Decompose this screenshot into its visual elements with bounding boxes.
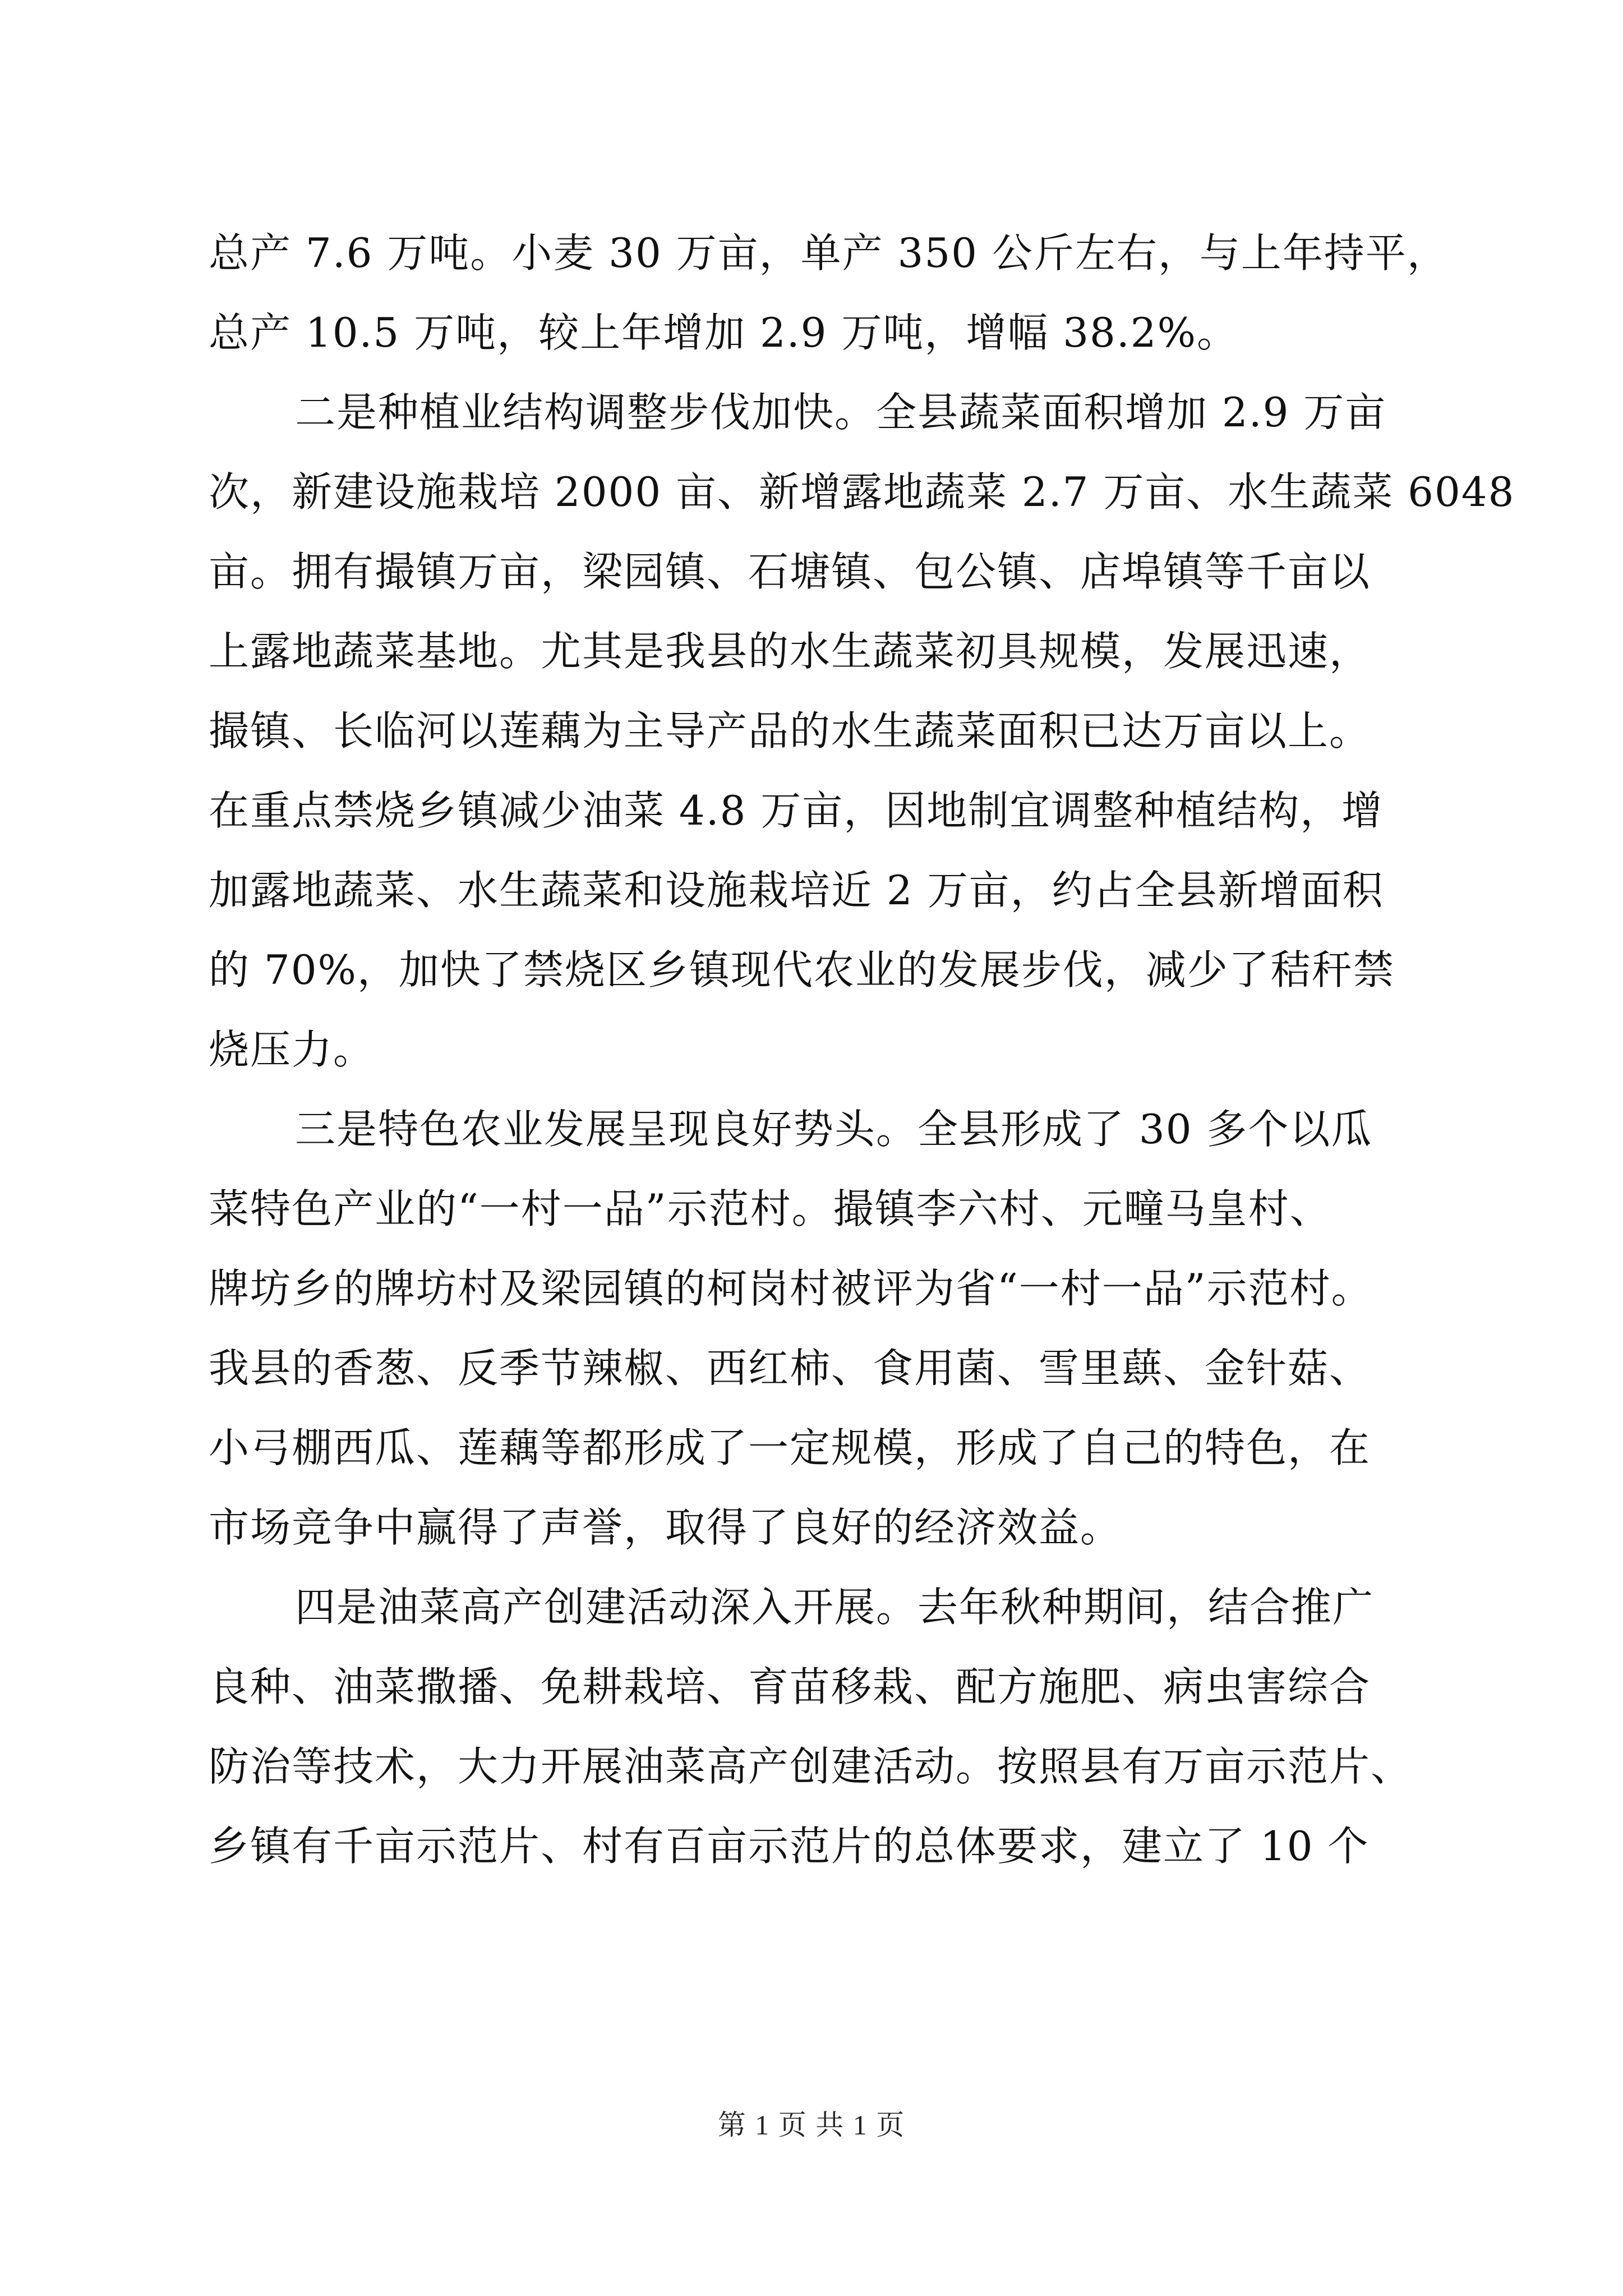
text-line: 菜特色产业的“一村一品”示范村。撮镇李六村、元疃马皇村、: [209, 1185, 1331, 1232]
paragraph-2: [209, 372, 1515, 1089]
text-line: 上露地蔬菜基地。尤其是我县的水生蔬菜初具规模，发展迅速，: [209, 628, 1371, 675]
text-line: 次，新建设施栽培 2000 亩、新增露地蔬菜 2.7 万亩、水生蔬菜 6048: [209, 468, 1515, 516]
text-line: 亩。拥有撮镇万亩，梁园镇、石塘镇、包公镇、店埠镇等千亩以: [209, 548, 1371, 595]
text-line: 烧压力。: [209, 1026, 375, 1073]
text-line: 市场竞争中赢得了声誉，取得了良好的经济效益。: [209, 1504, 1122, 1551]
text-line: 乡镇有千亩示范片、村有百亩示范片的总体要求，建立了 10 个: [209, 1823, 1370, 1870]
text-line: 防治等技术，大力开展油菜高产创建活动。按照县有万亩示范片、: [209, 1743, 1413, 1790]
text-line: 的 70%，加快了禁烧区乡镇现代农业的发展步伐，减少了秸秆禁: [209, 946, 1395, 993]
text-line: 总产 7.6 万吨。小麦 30 万亩，单产 350 公斤左右，与上年持平，: [209, 229, 1449, 277]
text-line: 撮镇、长临河以莲藕为主导产品的水生蔬菜面积已达万亩以上。: [209, 707, 1371, 754]
text-line: 在重点禁烧乡镇减少油菜 4.8 万亩，因地制宜调整种植结构，增: [209, 787, 1384, 834]
text-line: 加露地蔬菜、水生蔬菜和设施栽培近 2 万亩，约占全县新增面积: [209, 867, 1384, 914]
text-line: 三是特色农业发展呈现良好势头。全县形成了 30 多个以瓜: [295, 1106, 1373, 1153]
page-footer: 第 1 页 共 1 页: [717, 2109, 906, 2141]
text-line: 总产 10.5 万吨，较上年增加 2.9 万吨，增幅 38.2%。: [209, 309, 1238, 356]
text-line: 四是油菜高产创建活动深入开展。去年秋种期间，结合推广: [295, 1584, 1375, 1631]
text-line: 小弓棚西瓜、莲藕等都形成了一定规模，形成了自己的特色，在: [209, 1424, 1371, 1471]
paragraph-3: [209, 1089, 1420, 1567]
text-line: 良种、油菜撒播、免耕栽培、育苗移栽、配方施肥、病虫害综合: [209, 1663, 1371, 1710]
text-line: 牌坊乡的牌坊村及梁园镇的柯岗村被评为省“一村一品”示范村。: [209, 1265, 1373, 1312]
paragraph-1: [209, 213, 1449, 372]
text-line: 二是种植业结构调整步伐加快。全县蔬菜面积增加 2.9 万亩: [295, 389, 1387, 436]
paragraph-4: [209, 1567, 1420, 1886]
document-body: [209, 213, 1515, 1886]
text-line: 我县的香葱、反季节辣椒、西红柿、食用菌、雪里蕻、金针菇、: [209, 1345, 1371, 1392]
